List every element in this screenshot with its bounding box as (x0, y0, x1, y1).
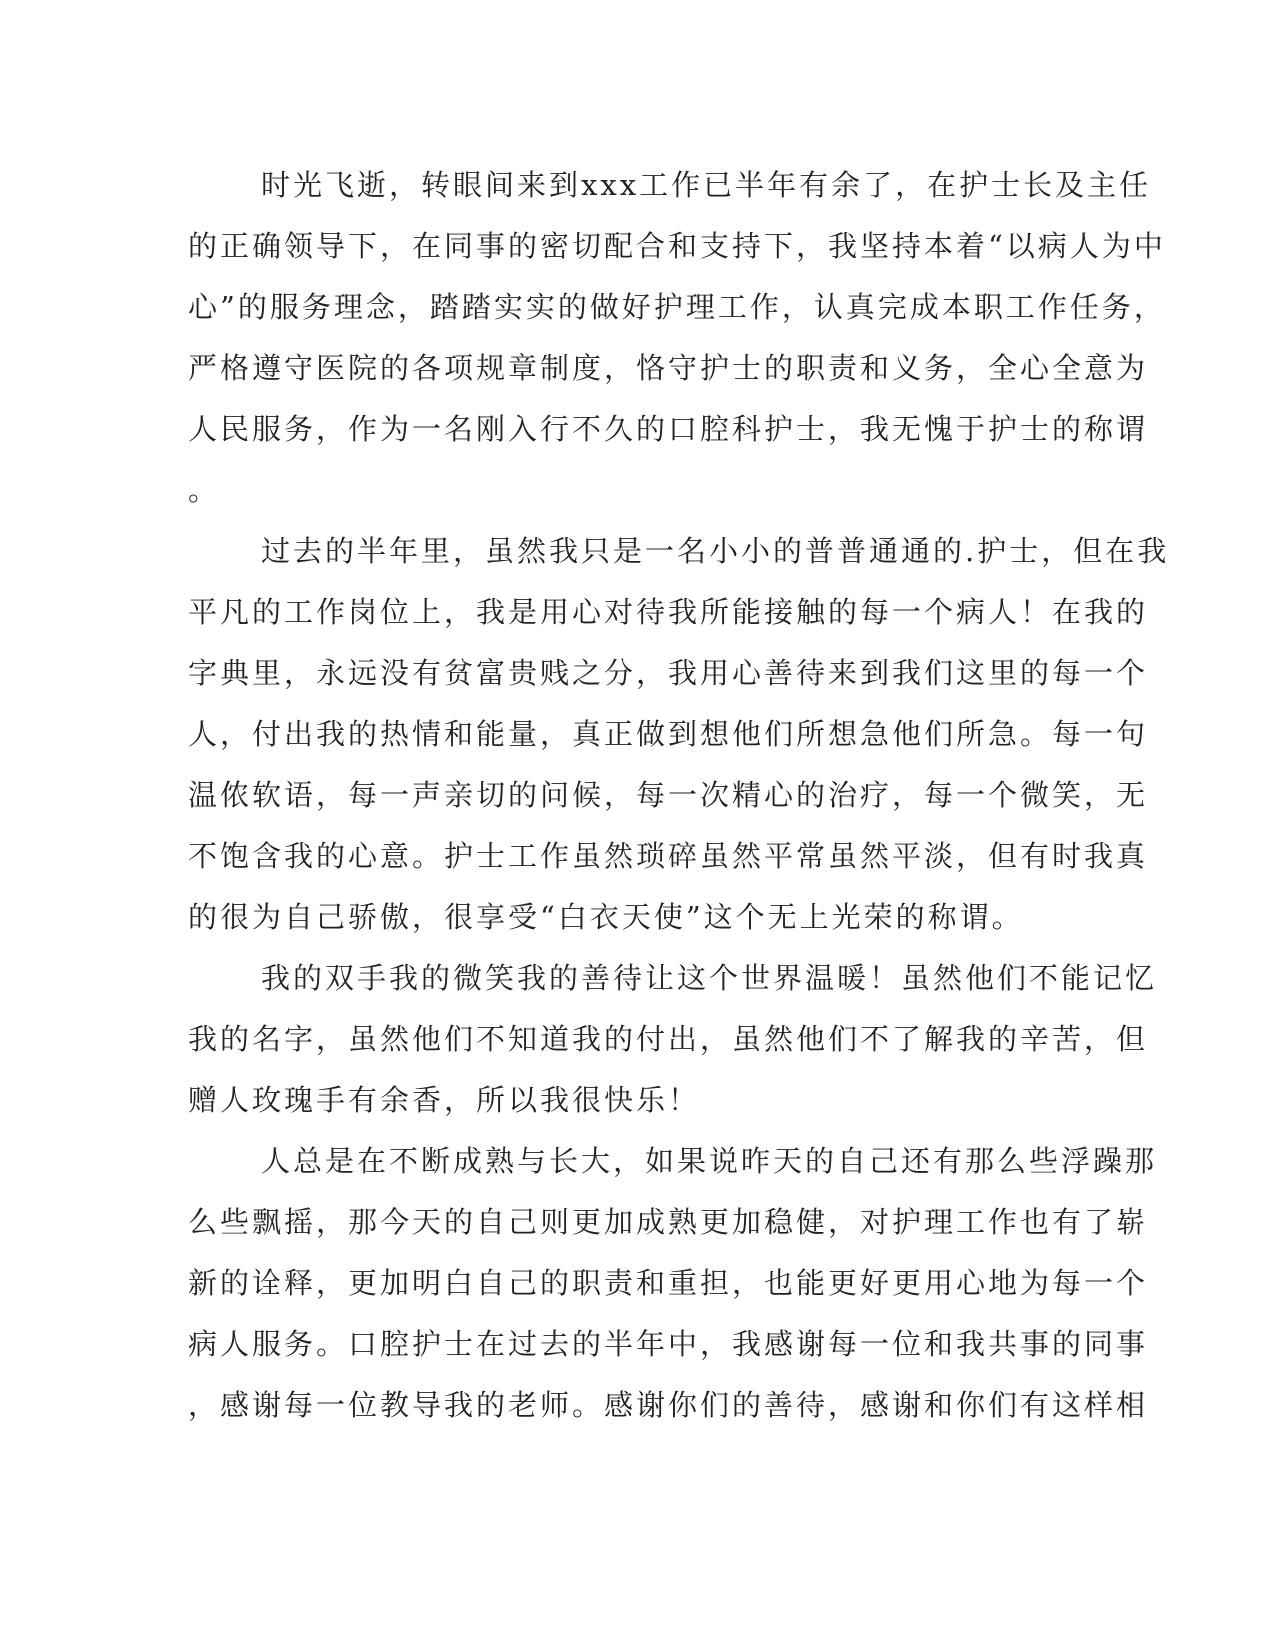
paragraph-3 (188, 948, 1158, 1131)
text-line: 人民服务，作为一名刚入行不久的口腔科护士，我无愧于护士的称谓 (188, 412, 1149, 446)
text-line: 我的名字，虽然他们不知道我的付出，虽然他们不了解我的辛苦，但 (188, 1022, 1149, 1056)
text-line: 我的双手我的微笑我的善待让这个世界温暖！虽然他们不能记忆 (261, 961, 1158, 995)
paragraph-2 (188, 521, 1170, 948)
text-line: 过去的半年里，虽然我只是一名小小的普普通通的.护士，但在我 (261, 534, 1170, 568)
text-line: 人，付出我的热情和能量，真正做到想他们所想急他们所急。每一句 (188, 717, 1149, 751)
text-line: ，感谢每一位教导我的老师。感谢你们的善待，感谢和你们有这样相 (188, 1388, 1149, 1422)
text-line: 平凡的工作岗位上，我是用心对待我所能接触的每一个病人！在我的 (188, 595, 1149, 629)
text-line: 字典里，永远没有贫富贵贱之分，我用心善待来到我们这里的每一个 (188, 656, 1149, 690)
text-line: 。 (188, 473, 221, 507)
text-line: 病人服务。口腔护士在过去的半年中，我感谢每一位和我共事的同事 (188, 1327, 1149, 1361)
text-line: 新的诠释，更加明白自己的职责和重担，也能更好更用心地为每一个 (188, 1266, 1149, 1300)
text-line: 的很为自己骄傲，很享受“白衣天使”这个无上光荣的称谓。 (188, 900, 1024, 934)
text-line: 么些飘摇，那今天的自己则更加成熟更加稳健，对护理工作也有了崭 (188, 1205, 1149, 1239)
text-line: 人总是在不断成熟与长大，如果说昨天的自己还有那么些浮躁那 (261, 1144, 1158, 1178)
document-body (188, 155, 1170, 1436)
text-line: 的正确领导下，在同事的密切配合和支持下，我坚持本着“以病人为中 (188, 229, 1166, 263)
text-line: 赠人玫瑰手有余香，所以我很快乐！ (188, 1083, 701, 1117)
paragraph-4 (188, 1131, 1158, 1436)
text-line: 严格遵守医院的各项规章制度，恪守护士的职责和义务，全心全意为 (188, 351, 1149, 385)
text-line: 时光飞逝，转眼间来到xxx工作已半年有余了，在护士长及主任 (261, 168, 1152, 202)
text-line: 心”的服务理念，踏踏实实的做好护理工作，认真完成本职工作任务， (188, 290, 1166, 324)
paragraph-1 (188, 155, 1166, 521)
text-line: 温侬软语，每一声亲切的问候，每一次精心的治疗，每一个微笑，无 (188, 778, 1149, 812)
text-line: 不饱含我的心意。护士工作虽然琐碎虽然平常虽然平淡，但有时我真 (188, 839, 1149, 873)
